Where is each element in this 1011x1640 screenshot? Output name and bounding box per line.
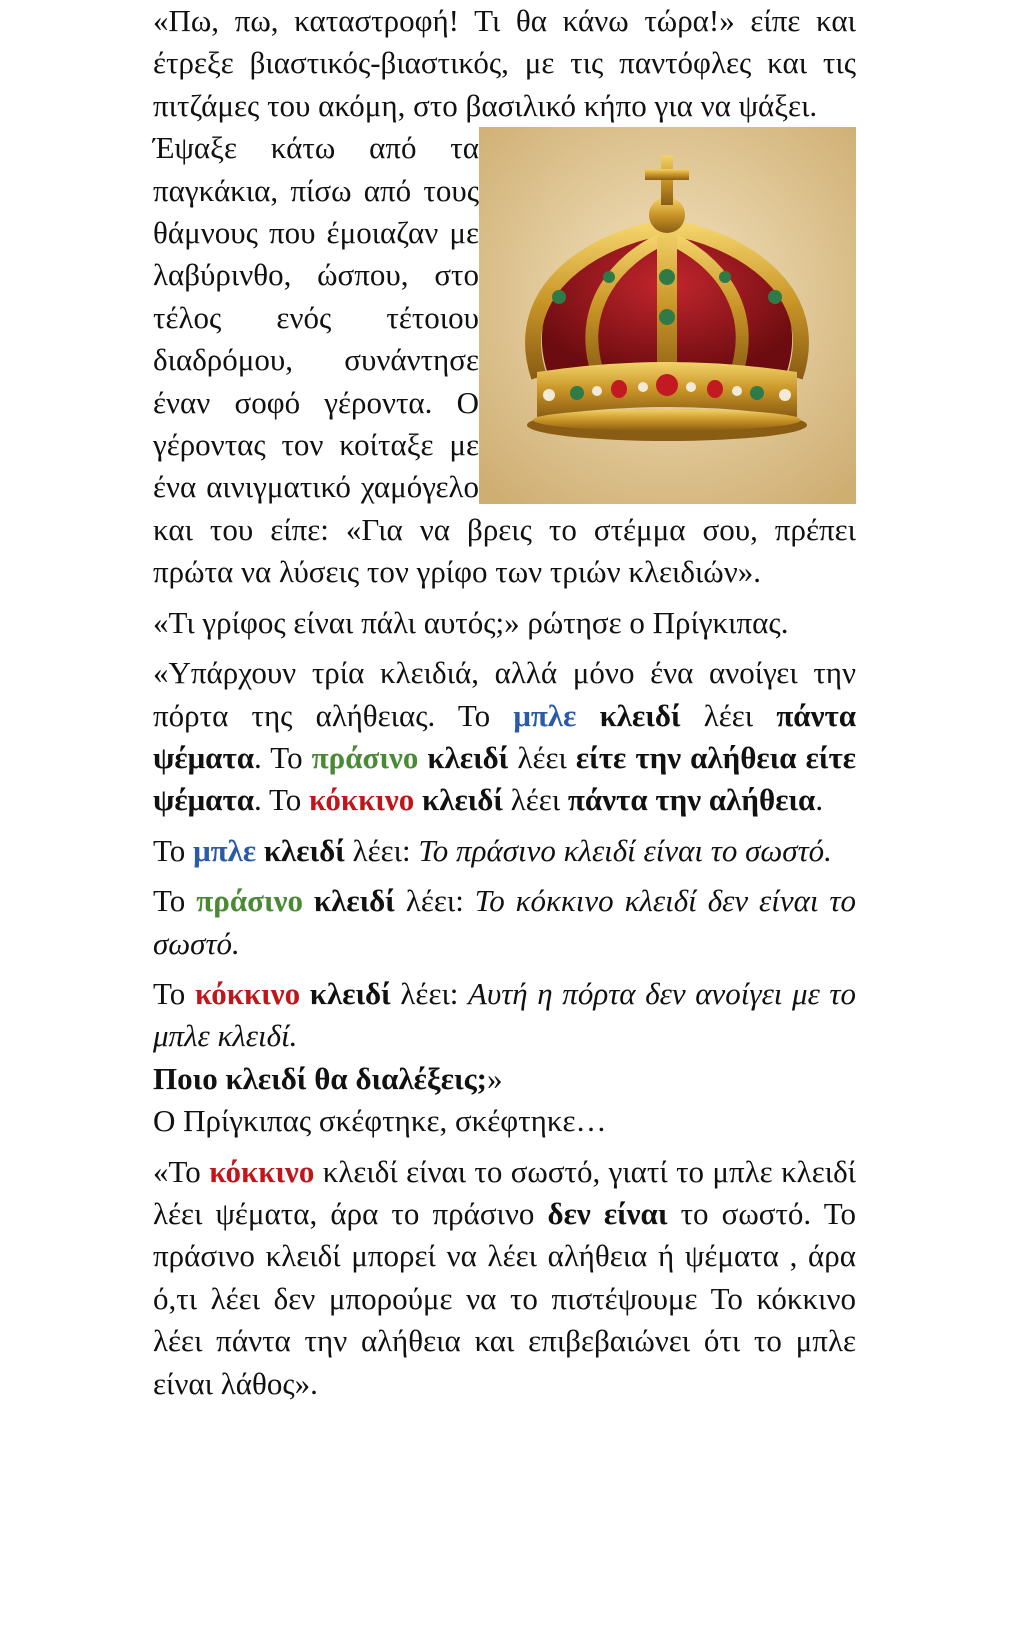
word-key: κλειδί — [422, 782, 503, 818]
word-blue: μπλε — [513, 697, 577, 733]
solution-conclusion: το σωστό. Το πράσινο κλειδί μπορεί να λέει αλήθεια ή ψέματα , άρα ό,τι λέει δεν μπορούμε να το πιστέψουμε Το κόκκινο λέει πάντα την αλήθεια και επιβεβαιώνει ότι το μπλε είναι λάθος». — [153, 1195, 857, 1401]
paragraph-prince-question: «Τι γρίφος είναι πάλι αυτός;» ρώτησε ο Πρίγκιπας. — [153, 604, 789, 640]
phrase-always-truth: πάντα την αλήθεια — [567, 782, 816, 818]
punctuation: . — [815, 782, 824, 818]
paragraph-panic: «Πω, πω, καταστροφή! Τι θα κάνω τώρα!» είπε και έτρεξε βιαστικός-βιαστικός, με τις παντόφλες και τις πιτζάμες του ακόμη, στο βασιλικό κήπο για να ψάξει. — [153, 3, 856, 123]
paragraph-green-key — [153, 880, 856, 965]
question-which-key: Ποιο κλειδί θα διαλέξεις; — [153, 1060, 488, 1096]
green-key-statement: Το κόκκινο κλειδί δεν είναι το σωστό. — [153, 883, 857, 961]
blue-key-statement: Το πράσινο κλειδί είναι το σωστό. — [418, 832, 832, 868]
word-says: λέει — [703, 697, 754, 733]
word-key: κλειδί — [427, 739, 509, 775]
word-says: λέει — [510, 782, 561, 818]
paragraph-solution — [153, 1151, 856, 1405]
word-key: κλειδί — [599, 697, 681, 733]
crown-illustration — [479, 127, 856, 504]
paragraph-red-key — [153, 973, 856, 1058]
word-key: κλειδί — [309, 975, 391, 1011]
word-says: λέει: — [400, 975, 459, 1011]
word-red: κόκκινο — [209, 1153, 315, 1189]
word-the: Το — [153, 832, 186, 868]
word-the: Το — [153, 883, 186, 919]
word-the: . Το — [254, 782, 302, 818]
paragraph-blue-key — [153, 830, 856, 872]
paragraph-search: Έψαξε κάτω από τα παγκάκια, πίσω από τους θάμνους που έμοιαζαν με λαβύρινθο, ώσπου, στο τέλος ενός τέτοιου διαδρόμου, συνάντησε έναν σοφό γέροντα. Ο γέροντας τον κοίταξε με ένα αινιγματικό χαμόγελο και του είπε: «Για να βρεις το στέμμα σου, πρέπει πρώτα να λύσεις τον γρίφο των τριών κλειδιών». — [153, 130, 856, 590]
word-red: κόκκινο — [194, 975, 301, 1011]
word-green: πράσινο — [196, 883, 303, 919]
crown-icon — [479, 127, 856, 504]
phrase-not: δεν είναι — [547, 1195, 668, 1231]
word-key: κλειδί — [313, 883, 395, 919]
word-says: λέει — [517, 739, 567, 775]
paragraph-prince-thinks: Ο Πρίγκιπας σκέφτηκε, σκέφτηκε… — [153, 1103, 607, 1139]
word-the: Το — [153, 975, 186, 1011]
paragraph-which-key — [153, 1058, 856, 1100]
closing-quote: » — [487, 1060, 503, 1096]
word-the: . Το — [254, 739, 303, 775]
word-says: λέει: — [352, 832, 411, 868]
solution-reason: κλειδί είναι το σωστό, γιατί το μπλε κλειδί λέει ψέματα, άρα το πράσινο — [153, 1153, 857, 1231]
paragraph-riddle-rules — [153, 652, 856, 822]
word-key: κλειδί — [263, 832, 345, 868]
phrase-either: είτε την αλήθεια είτε ψέματα — [153, 739, 857, 818]
word-green: πράσινο — [311, 739, 419, 775]
rules-intro: «Υπάρχουν τρία κλειδιά, αλλά μόνο ένα ανοίγει την πόρτα της αλήθειας. Το — [153, 655, 856, 733]
phrase-always-lies: πάντα ψέματα — [153, 697, 857, 775]
story-page — [153, 0, 856, 1405]
word-says: λέει: — [405, 883, 464, 919]
solution-intro: «Το — [153, 1153, 201, 1189]
word-red: κόκκινο — [309, 782, 415, 818]
word-blue: μπλε — [193, 832, 257, 868]
red-key-statement: Αυτή η πόρτα δεν ανοίγει με το μπλε κλειδί. — [153, 975, 857, 1054]
